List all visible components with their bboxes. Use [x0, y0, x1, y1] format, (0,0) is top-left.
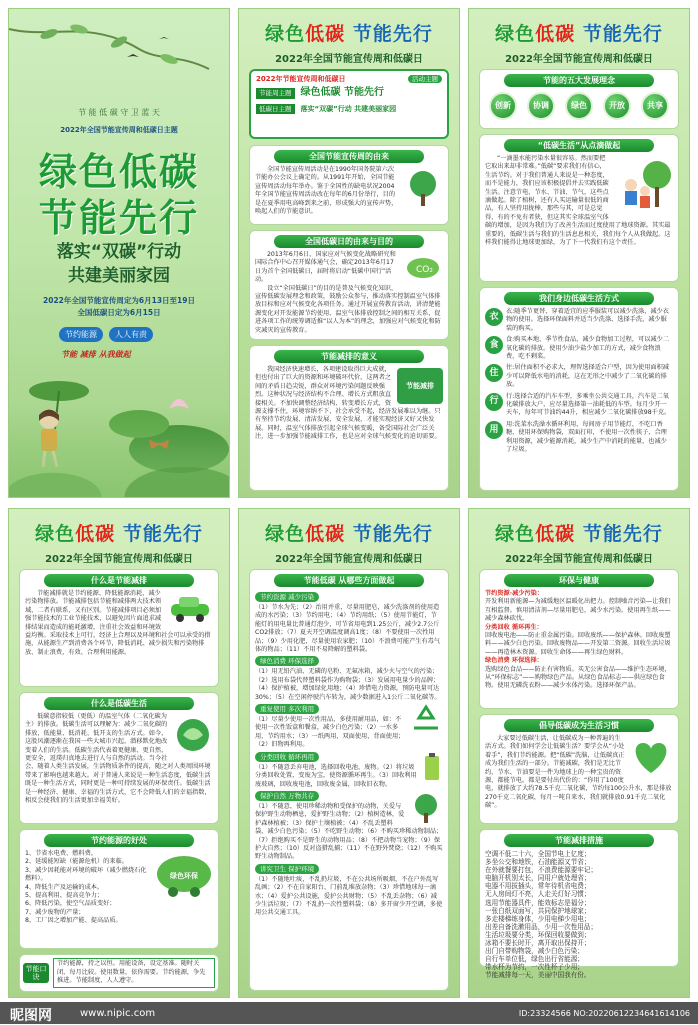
measure-item: 电器不用拔插头，常年待机省电费； [485, 882, 591, 891]
badge-save-energy: 节约能源 [59, 327, 103, 342]
measure-item: 生活垃圾要分类，环保回收要做到； [485, 930, 591, 939]
life-text: 住:居住面积不必求大，理智选择适合户型，因为使用面积减少可以降低水电的消耗，这在无形之中减少了二氧化碳的排放。 [506, 364, 669, 389]
section-title: 全国节能宣传周的由来 [274, 150, 424, 163]
subsection-title: 绿色消费 环保选择： [485, 657, 543, 665]
tree-icon [403, 168, 443, 208]
subsection-body: 选购绿色食品——防止有害物质。买无公害食品——维护生态环境，从“环保标志”——购物绿色产品。从绿色食品标志——供应绿色食物。使用无磷洗衣粉——减少水体污染。选择环保产品。 [485, 665, 671, 690]
header-green: 绿色 [265, 23, 306, 45]
header-subtitle: 2022年全国节能宣传周和低碳日 [45, 554, 193, 565]
idea-circle-5: 共享 [641, 92, 669, 120]
section-lowcarbon-life [479, 134, 679, 282]
header-blue: 节能先行 [122, 523, 203, 545]
idea-circle-2: 协调 [527, 92, 555, 120]
section-habit [479, 714, 679, 824]
section-title: 节能低碳 从哪些方面做起 [274, 574, 424, 587]
benefit-item: 4、降低生产及运输的成本。 [25, 883, 104, 891]
panel-header [239, 519, 459, 565]
idea-circle-4: 开放 [603, 92, 631, 120]
measure-item: 空调不低二十六，全国节电上亿度； [485, 850, 591, 858]
subsection-body: （1）不随地吐痰，不乱扔垃圾，不在公共场所吸烟，不在户外乱写乱画；（2）不在自家阳台、门前乱堆放杂物；（3）珍惜地球每一滴水；（4）爱护公共设施，爱护公共财物；（5）不乱丢杂物；（6）减少生活垃圾；（7）不乱扔一次性塑料袋；（8）多开窗少开空调，多使用公共交通工具。 [255, 875, 443, 917]
life-badge: 衣 [485, 308, 503, 326]
panel-header [239, 19, 459, 65]
poster-panel-ideas [468, 8, 690, 498]
section-measures [479, 829, 679, 980]
life-text: 食:购买本地、季节性食品，减少食物加工过程，可以减少二氧化碳的排放。使用少油少盐少加工的方式，减少食物浪费，吃不剩菜。 [506, 336, 669, 361]
header-red: 低碳 [535, 523, 576, 545]
idea-circles [485, 90, 673, 122]
poster-panel-origins [238, 8, 460, 498]
section-title: 节能减排的意义 [274, 350, 424, 363]
benefit-item: 2、延缓能短缺（能源危机）的来临。 [25, 858, 128, 866]
life-badge: 食 [485, 336, 503, 354]
idea-circle-3: 绿色 [565, 92, 593, 120]
subsection-body: （1）用无铅汽油、无磷的皂粉、无氟冰箱，减少火与空气的污染；（2）选用布袋代替塑料袋作为购物袋；（3）发展用电量少的品牌；（4）保护植被，增加绿化用地；（4）珍惜电力资源，预防电量可达30%；（5）在空闲停驶汽车转为，减少数据进入1公斤二氧化碳等。 [255, 668, 441, 701]
globe-leaf-icon [173, 715, 213, 755]
measure-item: 无人房间灯不亮，人走关灯好习惯； [485, 890, 591, 899]
section-title: 什么是节能减排 [44, 574, 194, 587]
watermark-url: www.nipic.com [80, 1008, 156, 1019]
badge-row [59, 327, 153, 342]
section-body: “一滴墨水能污染水量很容易。然而要把它取出来却非常难。”低碳“要求我们有信心，生活节约。对于我们普通人来说是一种态度，而不是能力，我们应该积极提倡并去实践低碳生活。注意节电、节水、节油、节气，这些点滴做起。除了植树，还有人买运输量很低的商品，有人坚持用拢棒、那些与其，可是总觉得，有的不免有者狭，但这其实全球温室气体碳的增加，是因为我们为了改善生活而过度使用了地球资源。其实最重要的，低碳生活与我们的生活息息相关，我们每个人从我做起。这样我们能得让地球更加绿，为了下一代我们有这个责任。 [485, 155, 671, 247]
life-text: 行:选择合适的汽车车型，多乘坐公共交通工具，汽车是二氧化碳排放大户，应尽量选择第一油耗低的车型。每月少开一天车，每年可节油约44升，相应减少二氧化碳排放98千克。 [506, 392, 671, 417]
section-body: 我国经济快速增长，各项建设取得巨大成就，但也付出了巨大的资源和环境破坏代价，这两者之间的矛盾日趋尖锐，群众对环境污染问题反映强烈。这种状况与经济结构不合理、增长方式粗放直接相关。不加快调整经济结构、转变增长方式，资源支撑不住，环境容纳不下，社会承受不起，经济发展难以为继。只有坚持节约发展、清洁发展、安全发展，才能实现经济又好又快发展。同时，温室气体排放引起全球气候变暖，备受国际社会广泛关注，进一步加强节能减排工作，也是应对全球气候变化的迫切需要。 [255, 366, 441, 441]
section-significance [249, 345, 449, 491]
life-badge: 行 [485, 393, 503, 411]
section-title: 什么是低碳生活 [44, 697, 194, 710]
watermark-id: ID:23324566 NO:20220612234641614106 [518, 1009, 690, 1018]
header-red: 低碳 [75, 523, 116, 545]
section-body: 大家要过低碳生活，让低碳成为一种普遍的生活方式。我们如何学会让低碳生活？要学会从“小处着手”，我们节约能源。把“低碳”洗脑，让低碳真正成为我们生活的一部分。节能减碳，我们是无比节约，节水、节油要是一件为地球上的一种宝贵的资源，都能节电。都是要付出代价的：“你用了100度电，就排放了大约78.5千克二氧化碳，节约每100公升水，那是排放270千克二氧化碳，每月一吨自来水，我们就排放0.91千克二氧化碳”。 [485, 735, 672, 810]
slogan-line2: 共建美丽家园 [68, 266, 170, 286]
heart-tree-icon [629, 737, 673, 777]
life-item-clothing [485, 308, 673, 333]
section-title: “低碳生活”从点滴做起 [504, 139, 654, 152]
section-title: 节约能源的好处 [44, 834, 194, 847]
measure-item: 在外就餐要打包，不浪费能源要牢记； [485, 866, 598, 875]
subsection-title: 绿色消费 环保选择 [255, 656, 319, 666]
green-eco-badge-icon [155, 852, 213, 900]
subsection-title: 分类回收 循环再生： [485, 623, 543, 631]
benefit-item: 5、提高利用，提高竞争力； [25, 892, 104, 900]
header-subtitle: 2022年全国节能宣传周和低碳日 [275, 554, 423, 565]
eco-badge-text: 绿色环保 [170, 871, 198, 880]
section-what-is-lowcarbon [19, 692, 219, 824]
section-body: 低碳意指较低（更低）的温室气体（二氧化碳为主）的排放。低碳生活可以理解为：减少二氧化碳的排放，低能量、低消耗、低开支的生活方式。如今，这股风潮逐渐在我国一些大城市兴起，潜移默化地改变着人们的生活。低碳生活代表着更健康、更自然、更安全，返璞归真地去进行人与自然的活动。当今社会，随着人类生活发展，生活物质条件的提高，随之对人类周围环境带来了影响也越来越大。对于普通人来说是一种生活态度，低碳生活既是一种生活方式，同时更是一种可持续发展的环保责任。低碳生活是一种经济、健康、幸福的生活方式，它不会降低人们的幸福指数，相反会使我们的生活更加幸福美好。 [25, 713, 211, 805]
life-text: 用:洗菜水洗澡水循环利用，每间房子用节能灯，不吃口香糖，使用环保购物袋，双面打印，不使用一次性筷子，合理利用资源，减少能源消耗，减少生产中消耗的能量，也减少了垃圾。 [506, 420, 667, 454]
tagline: 节 能 低 碳 守 卫 蓝 天 [78, 108, 160, 117]
life-item-food [485, 336, 673, 361]
measure-item: 出差自备洗漱用品，少用一次性用品； [485, 922, 598, 931]
measure-item: 多坐公交和地铁，石油能源又节省； [485, 858, 591, 867]
subsection-body: 开发利用新能源—为减缓地区温暖化出把力。控制噪音污染—让我们互相监督。慎用清洁剂—尽量用肥皂，减少水污染。使用再生纸——减少森林砍伐。 [485, 598, 671, 623]
section-lifestyles [479, 287, 679, 491]
puzzle-icon [397, 368, 443, 404]
subsection-body: （1）不随意丢弃电池，选择回收电池、废物。（2）将垃圾分类回收处置，变废为宝，使资源循环再生。（3）回收利用废玻璃，回收废电池，回收废金属，回收旧衣物。 [255, 763, 417, 788]
measure-item: 节能减排每一天，美丽中国我有份。 [485, 971, 591, 980]
section-environment-health [479, 569, 679, 709]
leaf-icon [403, 253, 443, 283]
subsection-body: （1）节水为先；（2）治用并重，尽量用肥皂，减少洗涤剂的使用造成的水污染；（3）节约用电；（4）节约用纸；（5）使用节能灯，节能灯的用电量比普通灯泡少，可节省用电到1.25公斤，减少2.7公斤CO2排放；（7）夏天开空调温度调高1度；（8）不要使用一次性用品；（9）少用化肥，尽量使用农家肥；（10）不浪费可能产生有毒气体的物品；（11）不用不易降解的塑料袋。 [255, 604, 441, 654]
measure-item: 电脑开机别太长，同用户就处理省； [485, 874, 591, 883]
panel-header [469, 519, 689, 565]
benefit-item: 8、工厂因之增加产能、提高品质。 [25, 917, 122, 925]
measure-item: 出门自带购物袋，减少白色污染； [485, 947, 584, 956]
theme-label: 2022年全国节能宣传周和低碳日主题 [60, 126, 178, 134]
life-item-housing [485, 364, 673, 389]
poster-panel-cover [8, 8, 230, 498]
subsection-title: 重复使用 多次利用 [255, 704, 319, 714]
children-illustration [615, 157, 673, 215]
poster-panel-health [468, 508, 690, 998]
life-item-use [485, 421, 673, 455]
section-body: 节能减排就是节约能源、降低能源消耗，减少污染物排放。节能减排包括节能和减排两大技术领域，二者有联系，又有区别。节能减排项目必须加强节能技术的工业节能技术，以避免因片面追求减排结果而造成的能耗激增，注重社会效益和环境效益均衡。采取技术上可行，经济上合理以及环境和社会可以承受的措施，从能源生产到消费各个环节，降低消耗、减少损失和污染物排放、制止浪费，有效、合理利用能源。 [25, 590, 211, 656]
idea-circle-1: 创新 [489, 92, 517, 120]
theme-row-week [256, 88, 442, 98]
header-blue: 节能先行 [582, 523, 663, 545]
header-blue: 节能先行 [582, 23, 663, 45]
measure-item: 多走楼梯练身体，少用电梯少用电； [485, 914, 591, 923]
subsection-title: 保护自然 万物共存 [255, 791, 319, 801]
subsection-title: 分类回收 循环再用 [255, 752, 319, 762]
panel-header [469, 19, 689, 65]
header-subtitle: 2022年全国节能宣传周和低碳日 [505, 554, 653, 565]
section-title: 节能减排措施 [504, 834, 654, 847]
benefit-item: 3、减少因耗能对环境的破坏（减少燃烧石化燃料）。 [25, 866, 147, 883]
badge-responsibility: 人人有责 [109, 327, 153, 342]
subsection-body: （1）尽量少使用一次性用品，多使用耐用品，如：不使用一次性饭盒和餐盒，减少白色污染；（2）一水多用，节约用水；（3）一纸两用，双面使用，背面使用；（2）旧物再利用。 [255, 716, 405, 749]
subsection-body: 回收废电池——防止重金属污染。回收废纸——保护森林。回收废塑料——减少白色污染。回收废物品——开发第二资源。回收生活垃圾——再造林木资源。回收生命体——再生绿色财料。 [485, 632, 671, 656]
section-title: 全国低碳日的由来与目的 [274, 235, 424, 248]
section-title: 环保与健康 [504, 574, 654, 587]
watermark-logo: 昵图网 [10, 1008, 52, 1024]
measure-item: 选用节能器具件，能效标志是福分； [485, 898, 591, 907]
subsection-title: 讲究卫生 保护环境 [255, 864, 319, 874]
measure-item: 带水杯为节约，一次性杯子少用； [485, 963, 584, 972]
section-what-is-saving [19, 569, 219, 687]
panel-header [9, 519, 229, 565]
main-title-line1: 绿色低碳 [38, 150, 199, 194]
measure-item: 冰箱不要长时开，离开取出保持开； [485, 939, 591, 948]
header-green: 绿色 [495, 523, 536, 545]
poster-panel-actions [238, 508, 460, 998]
life-badge: 用 [485, 421, 503, 439]
branch-decoration [9, 9, 231, 99]
motto-text: 节约能源，持之以恒。用能设备，设定基准。随时关闭，每月比较。使用数量，依你需要。节约能源，争先推进。节能制度，人人遵守。 [53, 958, 215, 987]
section-title: 倡导低碳成为生活习惯 [504, 719, 654, 732]
section-title: 节能的五大发展理念 [504, 74, 654, 87]
benefit-item: 7、减少废物的产量； [25, 908, 85, 916]
life-text: 衣:随季节更替，穿着适宜的应季服装可以减少洗涤，减少衣物的使用。选择环保面料并适当少洗涤、选择手洗，减少服装的购买。 [506, 308, 669, 332]
theme-box-tag: 活动主题 [408, 75, 442, 83]
header-green: 绿色 [35, 523, 76, 545]
theme-row-day [256, 104, 442, 114]
theme-row-week-value: 绿色低碳 节能先行 [300, 87, 384, 99]
poster-panel-definitions [8, 508, 230, 998]
subsection-body: （1）不随意，使用珍稀动物和受保护的动物，关爱与保护野生动物栖息，爱护野生动物；（2）植树造林，爱护森林植被；（3）保护土壤植被；（4）不乱丢塑料袋，减少白色污染；（5）不吃野生动物；（6）不购买珍稀动物制品；（7）拒绝购买不是野生的动物用品；（8）不把动物当宠物；（9）保护大自然；（10）反对盗猎乱捕；（11）不在野外焚烧；（12）不购买野生动物制品。 [255, 802, 443, 861]
svg-text:CO₂: CO₂ [416, 265, 433, 275]
life-badge: 住 [485, 364, 503, 382]
section-body-1: 2013年6月6日，国家应对气候变化战略研究和国际合作中心召开媒体通气会，确定2013年6月17日为首个全国低碳日，届时将启动“低碳中国行”活动。 [255, 251, 396, 284]
benefit-item: 1、节省水电费、燃料费。 [25, 850, 97, 857]
slogan-line1: 落实“双碳”行动 [56, 242, 182, 262]
benefit-item: 6、降低污染，使空气品质变好； [25, 900, 116, 908]
date-line2: 全国低碳日定为6月15日 [77, 308, 161, 317]
subsection-title: 节约资源·减少污染： [485, 590, 544, 597]
watermark-footer [0, 1002, 698, 1024]
header-red: 低碳 [305, 523, 346, 545]
header-blue: 节能先行 [352, 23, 433, 45]
theme-box [249, 69, 449, 139]
header-subtitle: 2022年全国节能宣传周和低碳日 [505, 54, 653, 65]
battery-icon [421, 752, 443, 782]
subsection-title: 节约资源 减少污染 [255, 592, 319, 602]
theme-row-day-label: 低碳日主题 [256, 104, 295, 114]
theme-row-week-label: 节能周主题 [256, 88, 295, 98]
measure-item: 一张白纸双面写，共同保护地球家； [485, 906, 591, 915]
section-body: 全国节能宣传周活动是在1990年国务院第六次节能办公会议上确定的。从1991年开始，全国节能宣传周活动每年举办。鉴于全国性的缺电状况2004年全国节能宣传周活动改在每年的6月份举行，目的是在夏季用电高峰到来之前，形成强大的宣传声势，唤起人们的节能意识。 [255, 166, 398, 216]
date-line1: 2022年全国节能宣传周定为6月13日至19日 [43, 296, 195, 305]
section-actions [249, 569, 449, 991]
section-body-2: 设立“全国低碳日”的目的是普及气候变化知识，宣传低碳发展理念和政策，鼓励公众参与，推动落实控制温室气体排放目标和应对气候变化各项任务。通过开展宣传教育活动，讲清楚能源变化对开发能源节约使用、温室气体排放控制之间的相互关系，促进各项工作的统筹调适推“以人为本”的理念，加强应对气候变化和防灾减灾的宣传教育。 [255, 284, 441, 334]
life-item-travel [485, 393, 673, 418]
header-red: 低碳 [305, 23, 346, 45]
section-week-origin [249, 145, 449, 225]
header-green: 绿色 [495, 23, 536, 45]
puzzle-icon-label: 节能减排 [406, 381, 434, 390]
theme-row-day-value: 落实“双碳”行动 共建美丽家园 [300, 104, 397, 113]
hills-decoration [9, 407, 229, 497]
section-benefits [19, 829, 219, 949]
section-five-ideas [479, 69, 679, 129]
motto-label: 节能口诀 [23, 963, 49, 984]
theme-box-title: 2022年节能宣传周和低碳日 [256, 75, 346, 83]
recycle-icon [409, 704, 443, 734]
main-title-line2: 节能先行 [38, 196, 199, 240]
green-car-icon [167, 592, 213, 626]
section-lowcarbon-origin [249, 230, 449, 340]
header-blue: 节能先行 [352, 523, 433, 545]
section-motto [19, 954, 219, 992]
measure-item: 自行车单位低，绿色出行省能源； [485, 955, 584, 964]
header-red: 低碳 [535, 23, 576, 45]
section-title: 我们身边低碳生活方式 [504, 292, 654, 305]
header-subtitle: 2022年全国节能宣传周和低碳日 [275, 54, 423, 65]
calligraphy-text: 节能 减排 从我做起 [61, 350, 131, 359]
header-green: 绿色 [265, 523, 306, 545]
bird-tree-icon [409, 791, 443, 825]
